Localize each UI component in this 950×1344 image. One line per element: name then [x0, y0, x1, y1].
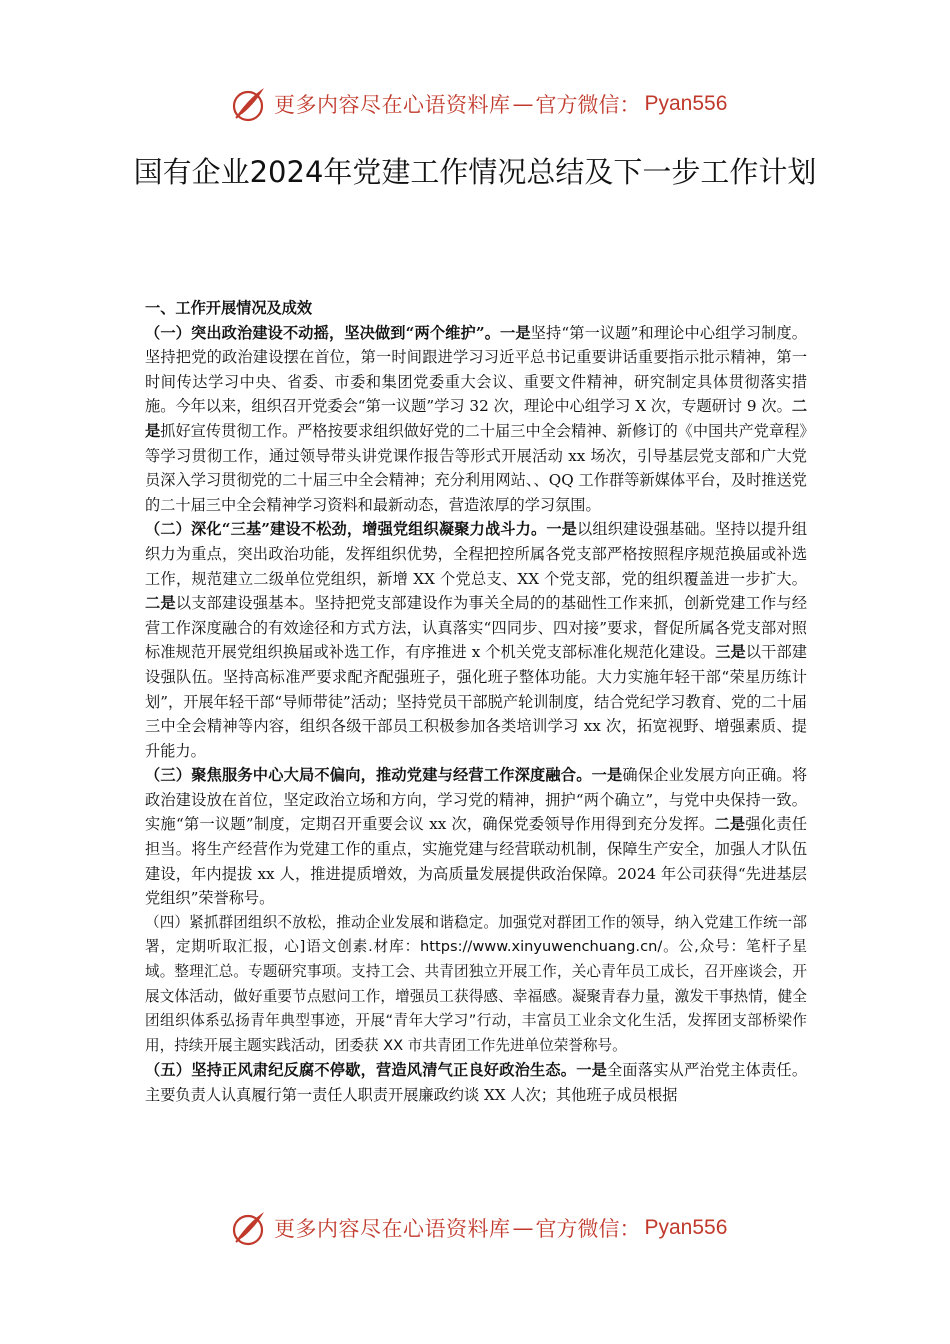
paragraph-2-lead: （二）深化“三基”建设不松劲，增强党组织凝聚力战斗力。 [145, 520, 547, 539]
banner-wechat-label: 官方微信： [535, 93, 641, 117]
paragraph-3 [145, 763, 807, 911]
paragraph-1-point-1-text: 坚持“第一议题”和理论中心组学习制度。坚持把党的政治建设摆在首位，第一时间跟进学习习近平总书记重要讲话重要指示批示精神，第一时间传达学习中央、省委、市委和集团党委重大会议、重要文件精神，研究制定具体贯彻落实措施。今年以来，组织召开党委会“第一议题”学习 32 次，理论中心组学习 X 次，专题研讨 9 次。 [145, 323, 807, 416]
banner-wechat-id: Pyan556 [644, 1216, 728, 1239]
paragraph-1 [145, 321, 807, 518]
paragraph-2 [145, 517, 807, 763]
quill-logo-icon [228, 1208, 268, 1248]
paragraph-5-point-1-text: 全面落实从严治党主体责任。主要负责人认真履行第一责任人职责开展廉政约谈 XX 人次；其他班子成员根据 [145, 1061, 808, 1104]
footer-banner[interactable] [228, 1206, 748, 1250]
paragraph-3-point-2-label: 二是 [714, 815, 746, 834]
paragraph-1-point-2-label: 二是 [145, 397, 807, 440]
header-banner[interactable] [228, 82, 748, 126]
paragraph-2-point-2-text: 以支部建设强基本。坚持把党支部建设作为事关全局的的基础性工作来抓，创新党建工作与经营工作深度融合的有效途径和方式方法，认真落实“四同步、四对接”要求，督促所属各党支部对照标准规范开展党组织换届或补选工作，有序推进 x 个机关党支部标准化规范化建设。 [145, 594, 808, 662]
banner-wechat-id: Pyan556 [644, 92, 728, 115]
banner-text: 更多内容尽在心语资料库 [274, 1217, 511, 1241]
banner-text: 更多内容尽在心语资料库 [274, 93, 511, 117]
paragraph-2-point-1-text: 以组织建设强基础。坚持以提升组织力为重点，突出政治功能，发挥组织优势，全程把控所属各党支部严格按照程序规范换届或补选工作，规范建立二级单位党组织，新增 XX 个党总支、XX 个党支部，党的组织覆盖进一步扩大。 [145, 520, 808, 588]
paragraph-2-point-3-text: 以干部建设强队伍。坚持高标准严要求配齐配强班子，强化班子整体功能。大力实施年轻干部“荣星历练计划”，开展年轻干部“导师带徒”活动；坚持党员干部脱产轮训制度，结合党纪学习教育、党的二十届三中全会精神等内容，组织各级干部员工积极参加各类培训学习 xx 次，拓宽视野、增强素质、提升能力。 [145, 643, 808, 760]
banner-separator: — [512, 92, 534, 116]
paragraph-1-point-1-label: 一是 [500, 323, 531, 342]
paragraph-2-point-2-label: 二是 [145, 594, 176, 613]
banner-separator: — [512, 1216, 534, 1240]
paragraph-4: （四）紧抓群团组织不放松，推动企业发展和谐稳定。加强党对群团工作的领导，纳入党建工作统一部署，定期听取汇报，心]语文创素.材库：https://www.xinyuwenchuang.cn/。公,众号：笔杆子星域。整理汇总。专题研究事项。支持工会、共青团独立开展工作，关心青年员工成长，召开座谈会，开展文体活动，做好重要节点慰问工作，增强员工获得感、幸福感。凝聚青春力量，激发干事热情，健全团组织体系弘扬青年典型事迹，开展“青年大学习”行动，丰富员工业余文化生活，发挥团支部桥梁作用，持续开展主题实践活动，团委获 XX 市共青团工作先进单位荣誉称号。 [145, 913, 807, 1054]
document-body [145, 296, 807, 1108]
section-heading: 一、工作开展情况及成效 [145, 299, 313, 317]
paragraph-5-point-1-label: 一是 [576, 1061, 608, 1080]
paragraph-5-lead: （五）坚持正风肃纪反腐不停歇，营造风清气正良好政治生态。 [145, 1061, 577, 1080]
paragraph-1-lead: （一）突出政治建设不动摇，坚决做到“两个维护”。 [145, 323, 501, 342]
paragraph-3-point-2-text: 强化责任担当。将生产经营作为党建工作的重点，实施党建与经营联动机制，保障生产安全，加强人才队伍建设，年内提拔 xx 人，推进提质增效，为高质量发展提供政治保障。2024 年公司获得“先进基层党组织”荣誉称号。 [145, 815, 808, 908]
paragraph-2-point-3-label: 三是 [715, 643, 746, 662]
banner-wechat-label: 官方微信： [535, 1217, 641, 1241]
paragraph-3-point-1-text: 确保企业发展方向正确。将政治建设放在首位，坚定政治立场和方向，学习党的精神，拥护“两个确立”，与党中央保持一致。实施“第一议题”制度，定期召开重要会议 xx 次，确保党委领导作用得到充分发挥。 [145, 766, 808, 834]
paragraph-2-point-1-label: 一是 [546, 520, 578, 539]
quill-logo-icon [228, 84, 268, 124]
paragraph-3-lead: （三）聚焦服务中心大局不偏向，推动党建与经营工作深度融合。 [145, 766, 592, 785]
paragraph-3-point-1-label: 一是 [591, 766, 623, 785]
document-title: 国有企业2024年党建工作情况总结及下一步工作计划 [133, 155, 817, 189]
paragraph-1-point-2-text: 抓好宣传贯彻工作。严格按要求组织做好党的二十届三中全会精神、新修订的《中国共产党章程》等学习贯彻工作，通过领导带头讲党课作报告等形式开展活动 xx 场次，引导基层党支部和广大党员深入学习贯彻党的二十届三中全会精神；充分利用网站、、QQ 工作群等新媒体平台，及时推送党的二十届三中全会精神学习资料和最新动态，营造浓厚的学习氛围。 [145, 421, 807, 514]
paragraph-5 [145, 1058, 807, 1107]
